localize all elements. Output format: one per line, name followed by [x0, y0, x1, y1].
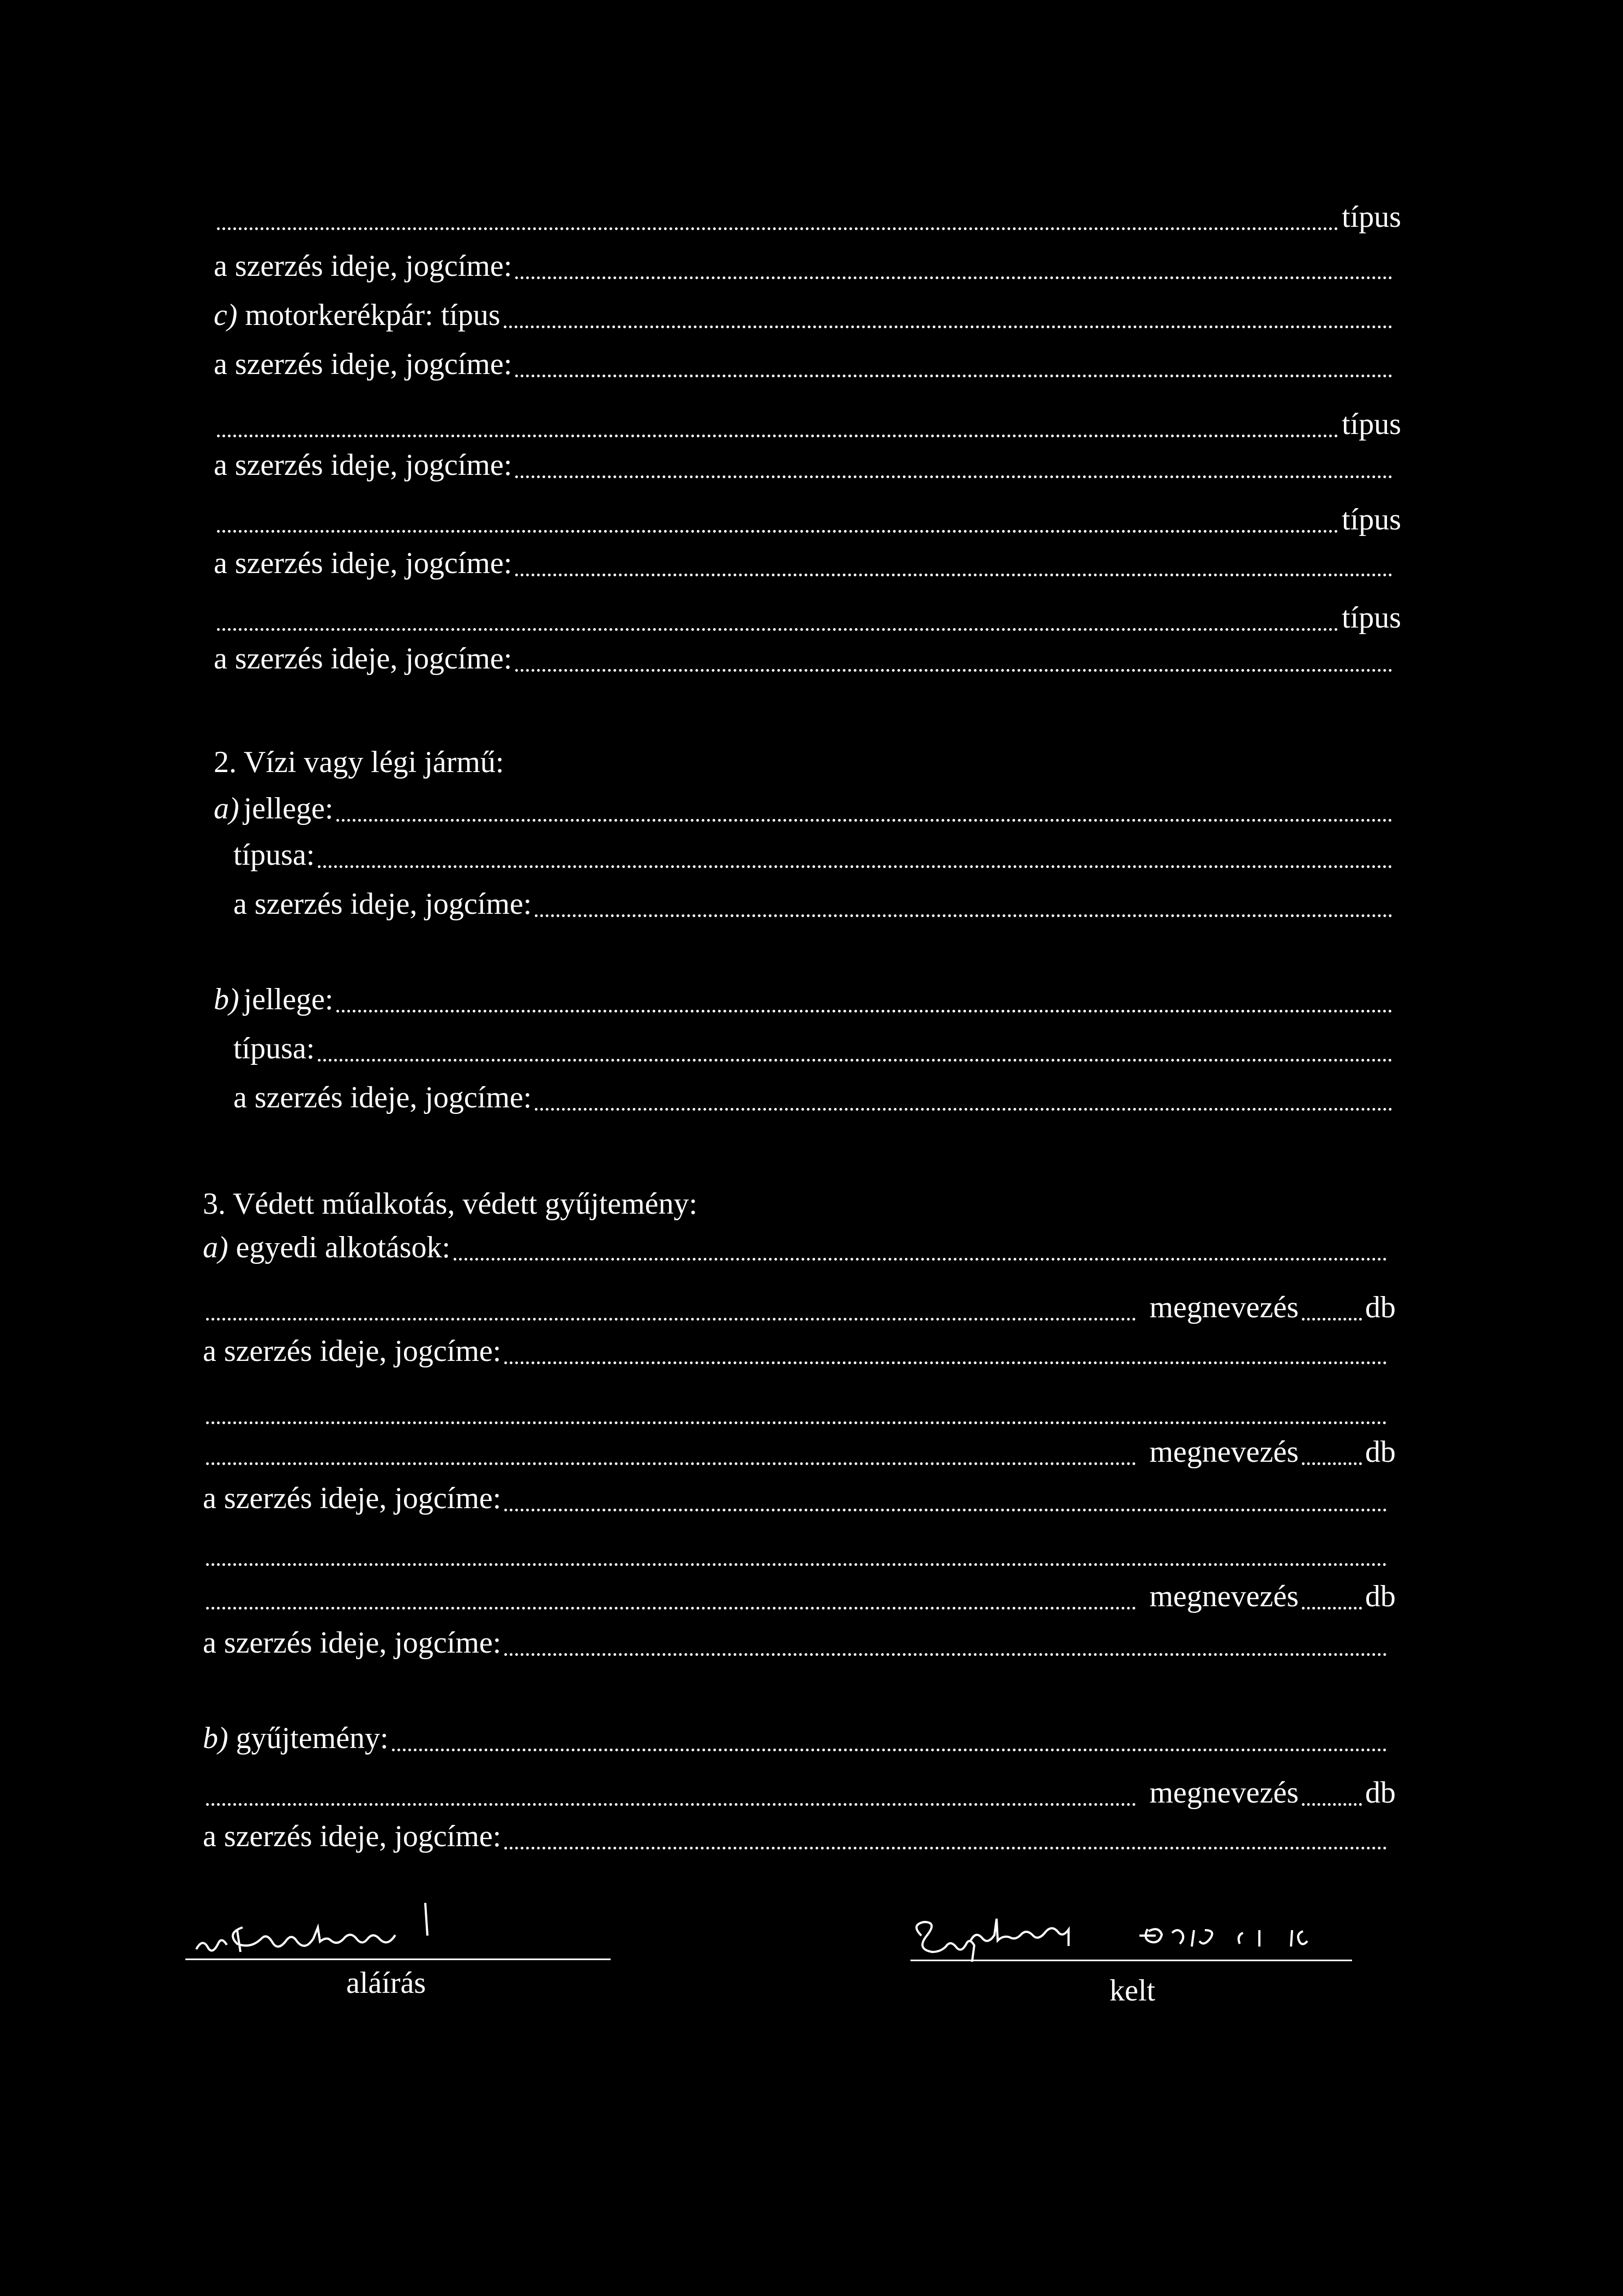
- fill-dots: [1302, 1576, 1362, 1617]
- section-2-title: [214, 742, 1086, 783]
- fill-dots: [515, 543, 1392, 584]
- type-label: típus: [1342, 200, 1401, 234]
- acquisition-label: a szerzés ideje, jogcíme:: [203, 1819, 502, 1853]
- fill-dots: [515, 344, 1392, 385]
- section-3-heading: 3. Védett műalkotás, védett gyűjtemény:: [203, 1187, 698, 1221]
- acquisition-label: a szerzés ideje, jogcíme:: [233, 1081, 532, 1114]
- fill-dots: [515, 638, 1392, 679]
- fill-dots: [1302, 1431, 1362, 1473]
- vehicle-type-line-3: [214, 499, 1401, 540]
- fill-dots: [206, 1390, 1387, 1432]
- type-label: típus: [1342, 407, 1401, 441]
- fill-dots: [535, 1077, 1392, 1118]
- signature-line: [185, 1958, 611, 1960]
- fill-dots: [318, 834, 1392, 876]
- acquisition-line-1: [214, 245, 1396, 287]
- fill-dots: [217, 597, 1338, 638]
- name-label: megnevezés: [1149, 1291, 1299, 1324]
- artwork-name-line-3: [203, 1576, 1396, 1617]
- item-marker-b: b): [214, 983, 239, 1016]
- artwork-acquisition-line-2: [203, 1478, 1390, 1519]
- artwork-name-line-1: [203, 1287, 1396, 1328]
- count-label: db: [1365, 1776, 1396, 1810]
- individual-works-line: [203, 1227, 1390, 1268]
- name-label: megnevezés: [1149, 1580, 1299, 1613]
- acquisition-label: a szerzés ideje, jogcíme:: [214, 249, 512, 283]
- type-field-label: típusa:: [233, 838, 315, 872]
- character-label: jellege:: [243, 792, 334, 825]
- acquisition-line-2: [214, 344, 1396, 385]
- fill-dots: [1302, 1772, 1362, 1813]
- blank-fill-line-1: [203, 1390, 1390, 1432]
- fill-dots: [206, 1431, 1136, 1473]
- handwritten-signature: [185, 1897, 616, 1963]
- motorcycle-label: motorkerékpár: típus: [245, 298, 500, 332]
- motorcycle-type-line: [214, 294, 1396, 336]
- vessel-a-character-line: [214, 788, 1396, 829]
- date-line: [910, 1960, 1352, 1961]
- fill-dots: [336, 979, 1392, 1020]
- signature-block: [185, 1897, 616, 2017]
- fill-dots: [392, 1718, 1387, 1759]
- fill-dots: [515, 444, 1392, 486]
- item-marker-a: a): [214, 792, 239, 825]
- fill-dots: [206, 1576, 1136, 1617]
- section-3-title: [203, 1183, 1184, 1225]
- type-label: típus: [1342, 503, 1401, 537]
- vehicle-type-line-4: [214, 597, 1401, 638]
- item-marker-b: b): [203, 1721, 228, 1755]
- artwork-acquisition-line-3: [203, 1622, 1390, 1664]
- collection-label: gyűjtemény:: [236, 1721, 389, 1755]
- count-label: db: [1365, 1580, 1396, 1613]
- artwork-acquisition-line-1: [203, 1330, 1390, 1372]
- acquisition-label: a szerzés ideje, jogcíme:: [203, 1626, 502, 1660]
- vessel-b-character-line: [214, 979, 1396, 1020]
- section-2-heading: 2. Vízi vagy légi jármű:: [214, 745, 504, 779]
- type-label: típus: [1342, 601, 1401, 635]
- collection-name-line: [203, 1772, 1396, 1813]
- acquisition-label: a szerzés ideje, jogcíme:: [203, 1334, 502, 1368]
- fill-dots: [454, 1227, 1387, 1268]
- fill-dots: [336, 788, 1392, 829]
- acquisition-line-3: [214, 444, 1396, 486]
- fill-dots: [217, 499, 1338, 540]
- fill-dots: [1302, 1287, 1362, 1328]
- acquisition-label: a szerzés ideje, jogcíme:: [233, 887, 532, 921]
- vehicle-type-line-2: [214, 403, 1401, 445]
- name-label: megnevezés: [1149, 1776, 1299, 1810]
- acquisition-label: a szerzés ideje, jogcíme:: [214, 347, 512, 381]
- name-label: megnevezés: [1149, 1435, 1299, 1469]
- collection-acquisition-line: [203, 1816, 1390, 1857]
- fill-dots: [206, 1532, 1387, 1574]
- acquisition-line-5: [214, 638, 1396, 679]
- fill-dots: [318, 1028, 1392, 1069]
- handwritten-date: [910, 1903, 1357, 1968]
- vehicle-type-line-1: [214, 196, 1401, 238]
- fill-dots: [535, 883, 1392, 925]
- fill-dots: [504, 294, 1392, 336]
- collection-line: [203, 1718, 1390, 1759]
- fill-dots: [217, 403, 1338, 445]
- fill-dots: [504, 1478, 1387, 1519]
- fill-dots: [504, 1330, 1387, 1372]
- character-label: jellege:: [243, 983, 334, 1016]
- vessel-b-acquisition-line: [233, 1077, 1396, 1118]
- type-field-label: típusa:: [233, 1032, 315, 1065]
- fill-dots: [504, 1816, 1387, 1857]
- item-marker-c: c): [214, 298, 238, 332]
- date-block: [910, 1903, 1357, 2023]
- vessel-b-type-line: [233, 1028, 1396, 1069]
- acquisition-label: a szerzés ideje, jogcíme:: [214, 642, 512, 676]
- fill-dots: [206, 1772, 1136, 1813]
- fill-dots: [504, 1622, 1387, 1664]
- acquisition-label: a szerzés ideje, jogcíme:: [214, 448, 512, 482]
- fill-dots: [217, 196, 1338, 238]
- acquisition-label: a szerzés ideje, jogcíme:: [203, 1481, 502, 1515]
- artwork-name-line-2: [203, 1431, 1396, 1473]
- count-label: db: [1365, 1435, 1396, 1469]
- fill-dots: [206, 1287, 1136, 1328]
- acquisition-line-4: [214, 543, 1396, 584]
- count-label: db: [1365, 1291, 1396, 1324]
- individual-works-label: egyedi alkotások:: [236, 1231, 451, 1264]
- acquisition-label: a szerzés ideje, jogcíme:: [214, 546, 512, 580]
- vessel-a-acquisition-line: [233, 883, 1396, 925]
- signature-caption: aláírás: [346, 1966, 426, 2000]
- blank-fill-line-2: [203, 1532, 1390, 1574]
- fill-dots: [515, 245, 1392, 287]
- vessel-a-type-line: [233, 834, 1396, 876]
- date-caption: kelt: [1109, 1974, 1155, 2008]
- item-marker-a: a): [203, 1231, 228, 1264]
